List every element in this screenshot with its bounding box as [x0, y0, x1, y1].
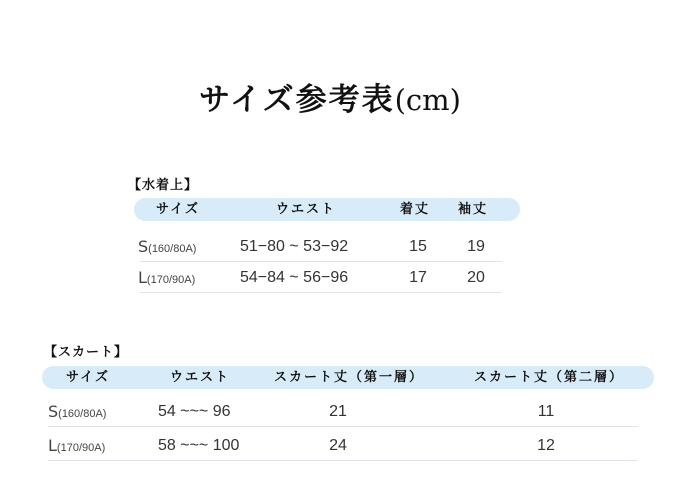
row-divider	[48, 460, 638, 461]
length-cell: 17	[409, 269, 427, 286]
table-row	[134, 264, 514, 292]
header-waist: ウエスト	[276, 202, 337, 217]
size-cell	[48, 398, 106, 426]
header-size: サイズ	[66, 370, 110, 385]
size-letter: L	[138, 268, 147, 287]
skirt-header	[42, 366, 654, 389]
waist-cell: 54 ~~~ 96	[158, 403, 231, 420]
header-length: 着丈	[400, 202, 431, 217]
title-main: サイズ参考表	[199, 82, 395, 118]
header-size: サイズ	[156, 202, 200, 217]
page-title	[0, 74, 660, 119]
row-divider	[140, 292, 502, 293]
skirt-layer2-cell: 11	[537, 403, 555, 420]
table-row	[42, 432, 642, 460]
table-row	[134, 233, 514, 261]
size-spec: (170/90A)	[146, 274, 196, 286]
size-spec: (160/80A)	[148, 243, 197, 255]
size-cell	[138, 233, 196, 261]
row-divider	[140, 261, 502, 262]
size-letter: L	[48, 436, 57, 455]
header-skirt-layer1: スカート丈（第一層）	[274, 370, 425, 385]
header-waist: ウエスト	[170, 370, 231, 385]
swim-top-header	[134, 198, 520, 221]
skirt-layer1-cell: 21	[329, 403, 347, 420]
title-unit: (cm)	[394, 83, 461, 117]
size-spec: (170/90A)	[56, 442, 106, 454]
size-letter: S	[138, 237, 149, 256]
size-spec: (160/80A)	[58, 408, 107, 420]
header-sleeve: 袖丈	[458, 202, 489, 217]
size-cell	[138, 264, 195, 292]
waist-cell: 54−84 ~ 56−96	[240, 269, 349, 286]
table-row	[42, 398, 642, 426]
waist-cell: 51−80 ~ 53−92	[240, 238, 349, 255]
row-divider	[48, 426, 638, 427]
waist-cell: 58 ~~~ 100	[158, 437, 240, 454]
size-cell	[48, 432, 105, 460]
sleeve-cell: 20	[467, 269, 485, 286]
skirt-layer1-cell: 24	[329, 437, 347, 454]
size-letter: S	[48, 402, 59, 421]
header-skirt-layer2: スカート丈（第二層）	[474, 370, 625, 385]
sleeve-cell: 19	[467, 238, 485, 255]
section-label-swim-top: 【水着上】	[128, 178, 199, 193]
length-cell: 15	[409, 238, 427, 255]
skirt-layer2-cell: 12	[537, 437, 555, 454]
section-label-skirt: 【スカート】	[44, 345, 129, 360]
